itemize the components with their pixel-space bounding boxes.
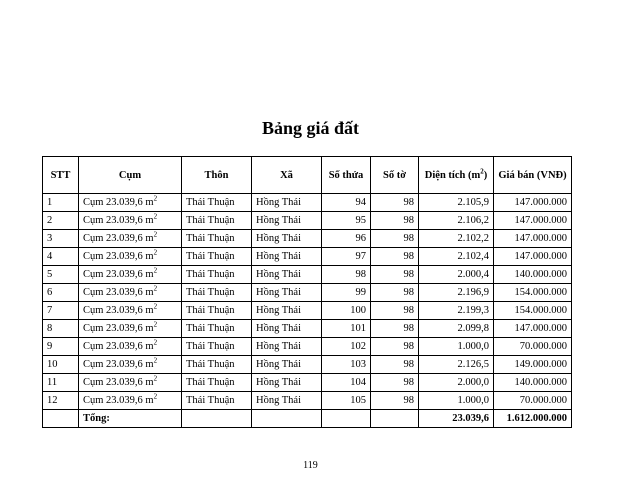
cell-stt-text: 10 bbox=[47, 359, 58, 370]
unit-superscript: 2 bbox=[153, 356, 158, 365]
cell-thon bbox=[182, 392, 252, 410]
col-header-stt: STT bbox=[43, 157, 79, 194]
cell-xa-text: Hồng Thái bbox=[256, 269, 302, 280]
cell-thon bbox=[182, 248, 252, 266]
cell-cum bbox=[79, 338, 182, 356]
table-row bbox=[43, 392, 572, 410]
cell-stt-text: 4 bbox=[47, 251, 53, 262]
cell-cum bbox=[79, 392, 182, 410]
cell-stt bbox=[43, 248, 79, 266]
cell-cum bbox=[79, 356, 182, 374]
cell-so-to-text: 98 bbox=[403, 197, 414, 208]
cell-dien-tich-text: 1.000,0 bbox=[457, 341, 489, 352]
col-header-dien-tich-close: ) bbox=[483, 169, 488, 181]
table-row bbox=[43, 338, 572, 356]
cell-cum bbox=[79, 230, 182, 248]
unit-superscript: 2 bbox=[480, 167, 484, 175]
page-number: 119 bbox=[303, 460, 318, 471]
cell-xa bbox=[252, 302, 322, 320]
cell-gia-ban-text: 147.000.000 bbox=[514, 197, 567, 208]
cell-stt-text: 9 bbox=[47, 341, 53, 352]
cell-cum-text: Cụm 23.039,6 m bbox=[83, 341, 154, 352]
total-empty-cell bbox=[182, 410, 252, 428]
cell-cum bbox=[79, 194, 182, 212]
cell-so-to bbox=[371, 374, 419, 392]
unit-superscript: 2 bbox=[153, 302, 158, 311]
table-row bbox=[43, 194, 572, 212]
cell-gia-ban bbox=[494, 356, 572, 374]
cell-so-thua-text: 101 bbox=[350, 323, 366, 334]
col-header-gia-ban: Giá bán (VNĐ) bbox=[494, 157, 572, 194]
cell-thon-text: Thái Thuận bbox=[186, 197, 235, 208]
cell-stt bbox=[43, 194, 79, 212]
table-row bbox=[43, 212, 572, 230]
unit-superscript: 2 bbox=[153, 194, 158, 203]
cell-thon-text: Thái Thuận bbox=[186, 395, 235, 406]
cell-cum-text: Cụm 23.039,6 m bbox=[83, 233, 154, 244]
cell-stt-text: 5 bbox=[47, 269, 53, 280]
cell-thon bbox=[182, 338, 252, 356]
cell-thon-text: Thái Thuận bbox=[186, 341, 235, 352]
cell-thon-text: Thái Thuận bbox=[186, 269, 235, 280]
cell-gia-ban bbox=[494, 392, 572, 410]
cell-stt bbox=[43, 374, 79, 392]
cell-stt-text: 7 bbox=[47, 305, 53, 316]
cell-xa-text: Hồng Thái bbox=[256, 215, 302, 226]
cell-gia-ban-text: 147.000.000 bbox=[514, 251, 567, 262]
cell-dien-tich-text: 2.126,5 bbox=[457, 359, 489, 370]
table-header-row bbox=[43, 157, 572, 194]
cell-cum bbox=[79, 302, 182, 320]
cell-dien-tich-text: 2.000,4 bbox=[457, 269, 489, 280]
cell-gia-ban bbox=[494, 338, 572, 356]
cell-dien-tich-text: 2.199,3 bbox=[457, 305, 489, 316]
cell-so-thua bbox=[322, 338, 371, 356]
cell-dien-tich-text: 2.105,9 bbox=[457, 197, 489, 208]
cell-so-to-text: 98 bbox=[403, 341, 414, 352]
cell-so-thua-text: 99 bbox=[355, 287, 366, 298]
cell-dien-tich-text: 1.000,0 bbox=[457, 395, 489, 406]
cell-cum bbox=[79, 212, 182, 230]
cell-cum bbox=[79, 248, 182, 266]
cell-stt bbox=[43, 230, 79, 248]
cell-gia-ban bbox=[494, 230, 572, 248]
cell-xa-text: Hồng Thái bbox=[256, 305, 302, 316]
cell-gia-ban-text: 70.000.000 bbox=[519, 395, 567, 406]
cell-gia-ban-text: 147.000.000 bbox=[514, 233, 567, 244]
cell-so-to bbox=[371, 392, 419, 410]
cell-xa-text: Hồng Thái bbox=[256, 323, 302, 334]
cell-xa-text: Hồng Thái bbox=[256, 233, 302, 244]
cell-so-to-text: 98 bbox=[403, 233, 414, 244]
cell-cum-text: Cụm 23.039,6 m bbox=[83, 197, 154, 208]
cell-gia-ban-text: 149.000.000 bbox=[514, 359, 567, 370]
cell-so-thua bbox=[322, 284, 371, 302]
cell-cum-text: Cụm 23.039,6 m bbox=[83, 377, 154, 388]
cell-thon bbox=[182, 230, 252, 248]
cell-stt-text: 12 bbox=[47, 395, 58, 406]
cell-thon bbox=[182, 374, 252, 392]
cell-thon bbox=[182, 212, 252, 230]
cell-dien-tich bbox=[419, 248, 494, 266]
cell-stt-text: 11 bbox=[47, 377, 58, 388]
cell-stt-text: 1 bbox=[47, 197, 53, 208]
unit-superscript: 2 bbox=[153, 212, 158, 221]
total-empty-cell bbox=[252, 410, 322, 428]
col-header-thon: Thôn bbox=[182, 157, 252, 194]
cell-so-to bbox=[371, 266, 419, 284]
cell-dien-tich bbox=[419, 374, 494, 392]
cell-thon bbox=[182, 302, 252, 320]
total-empty-cell bbox=[322, 410, 371, 428]
cell-gia-ban-text: 70.000.000 bbox=[519, 341, 567, 352]
unit-superscript: 2 bbox=[153, 266, 158, 275]
cell-xa-text: Hồng Thái bbox=[256, 287, 302, 298]
cell-so-thua-text: 100 bbox=[350, 305, 366, 316]
cell-xa-text: Hồng Thái bbox=[256, 341, 302, 352]
table-row bbox=[43, 284, 572, 302]
cell-cum-text: Cụm 23.039,6 m bbox=[83, 359, 154, 370]
cell-stt bbox=[43, 356, 79, 374]
total-empty-cell bbox=[43, 410, 79, 428]
col-header-xa: Xã bbox=[252, 157, 322, 194]
cell-dien-tich bbox=[419, 194, 494, 212]
cell-dien-tich-text: 2.102,4 bbox=[457, 251, 489, 262]
cell-stt bbox=[43, 338, 79, 356]
cell-cum-text: Cụm 23.039,6 m bbox=[83, 215, 154, 226]
cell-gia-ban bbox=[494, 266, 572, 284]
table-row bbox=[43, 302, 572, 320]
cell-dien-tich bbox=[419, 392, 494, 410]
col-header-cum: Cụm bbox=[79, 157, 182, 194]
cell-dien-tich bbox=[419, 338, 494, 356]
cell-thon bbox=[182, 320, 252, 338]
cell-so-thua-text: 98 bbox=[355, 269, 366, 280]
cell-cum-text: Cụm 23.039,6 m bbox=[83, 305, 154, 316]
cell-so-thua bbox=[322, 266, 371, 284]
cell-so-thua bbox=[322, 320, 371, 338]
cell-xa bbox=[252, 356, 322, 374]
table-row bbox=[43, 356, 572, 374]
cell-so-thua bbox=[322, 356, 371, 374]
cell-gia-ban-text: 154.000.000 bbox=[514, 287, 567, 298]
cell-dien-tich bbox=[419, 302, 494, 320]
cell-xa-text: Hồng Thái bbox=[256, 395, 302, 406]
cell-so-to bbox=[371, 338, 419, 356]
cell-so-to-text: 98 bbox=[403, 251, 414, 262]
cell-cum bbox=[79, 320, 182, 338]
cell-xa bbox=[252, 392, 322, 410]
cell-so-thua-text: 95 bbox=[355, 215, 366, 226]
cell-thon-text: Thái Thuận bbox=[186, 251, 235, 262]
cell-cum-text: Cụm 23.039,6 m bbox=[83, 251, 154, 262]
cell-xa bbox=[252, 266, 322, 284]
cell-stt bbox=[43, 320, 79, 338]
cell-cum-text: Cụm 23.039,6 m bbox=[83, 395, 154, 406]
cell-so-to-text: 98 bbox=[403, 305, 414, 316]
cell-gia-ban bbox=[494, 320, 572, 338]
unit-superscript: 2 bbox=[153, 374, 158, 383]
cell-thon-text: Thái Thuận bbox=[186, 377, 235, 388]
cell-dien-tich bbox=[419, 212, 494, 230]
cell-so-to-text: 98 bbox=[403, 323, 414, 334]
cell-xa bbox=[252, 374, 322, 392]
cell-cum-text: Cụm 23.039,6 m bbox=[83, 269, 154, 280]
cell-xa bbox=[252, 320, 322, 338]
col-header-so-to: Số tờ bbox=[371, 157, 419, 194]
cell-xa bbox=[252, 248, 322, 266]
cell-gia-ban-text: 147.000.000 bbox=[514, 215, 567, 226]
cell-gia-ban bbox=[494, 374, 572, 392]
cell-dien-tich bbox=[419, 284, 494, 302]
cell-xa bbox=[252, 284, 322, 302]
cell-so-thua bbox=[322, 194, 371, 212]
unit-superscript: 2 bbox=[153, 320, 158, 329]
land-price-table bbox=[42, 156, 572, 428]
cell-gia-ban-text: 147.000.000 bbox=[514, 323, 567, 334]
cell-gia-ban-text: 154.000.000 bbox=[514, 305, 567, 316]
cell-xa-text: Hồng Thái bbox=[256, 377, 302, 388]
cell-gia-ban-text: 140.000.000 bbox=[514, 269, 567, 280]
cell-dien-tich-text: 2.099,8 bbox=[457, 323, 489, 334]
cell-so-to-text: 98 bbox=[403, 395, 414, 406]
cell-so-to bbox=[371, 194, 419, 212]
cell-thon bbox=[182, 356, 252, 374]
cell-stt-text: 2 bbox=[47, 215, 53, 226]
unit-superscript: 2 bbox=[153, 338, 158, 347]
cell-cum bbox=[79, 374, 182, 392]
col-header-dien-tich-text: Diện tích (m bbox=[424, 169, 481, 181]
cell-gia-ban bbox=[494, 212, 572, 230]
cell-xa-text: Hồng Thái bbox=[256, 359, 302, 370]
cell-xa bbox=[252, 338, 322, 356]
cell-so-to bbox=[371, 284, 419, 302]
cell-thon-text: Thái Thuận bbox=[186, 215, 235, 226]
cell-so-to bbox=[371, 248, 419, 266]
cell-cum-text: Cụm 23.039,6 m bbox=[83, 323, 154, 334]
cell-cum-text: Cụm 23.039,6 m bbox=[83, 287, 154, 298]
cell-so-to bbox=[371, 356, 419, 374]
cell-stt bbox=[43, 392, 79, 410]
total-row bbox=[43, 410, 572, 428]
cell-cum bbox=[79, 284, 182, 302]
cell-dien-tich bbox=[419, 266, 494, 284]
cell-so-thua-text: 97 bbox=[355, 251, 366, 262]
unit-superscript: 2 bbox=[153, 284, 158, 293]
cell-dien-tich bbox=[419, 356, 494, 374]
cell-gia-ban bbox=[494, 194, 572, 212]
cell-so-thua bbox=[322, 230, 371, 248]
cell-dien-tich-text: 2.000,0 bbox=[457, 377, 489, 388]
cell-dien-tich-text: 2.102,2 bbox=[457, 233, 489, 244]
cell-stt bbox=[43, 266, 79, 284]
cell-stt-text: 8 bbox=[47, 323, 53, 334]
cell-so-to bbox=[371, 302, 419, 320]
cell-xa bbox=[252, 194, 322, 212]
unit-superscript: 2 bbox=[153, 392, 158, 401]
cell-dien-tich bbox=[419, 320, 494, 338]
cell-thon bbox=[182, 266, 252, 284]
cell-xa bbox=[252, 212, 322, 230]
cell-stt bbox=[43, 212, 79, 230]
cell-thon-text: Thái Thuận bbox=[186, 305, 235, 316]
table-row bbox=[43, 374, 572, 392]
cell-thon bbox=[182, 194, 252, 212]
cell-so-to bbox=[371, 320, 419, 338]
cell-so-thua-text: 96 bbox=[355, 233, 366, 244]
cell-so-to-text: 98 bbox=[403, 287, 414, 298]
cell-so-thua bbox=[322, 302, 371, 320]
unit-superscript: 2 bbox=[153, 230, 158, 239]
cell-so-thua bbox=[322, 374, 371, 392]
cell-thon-text: Thái Thuận bbox=[186, 323, 235, 334]
table-row bbox=[43, 266, 572, 284]
total-empty-cell bbox=[371, 410, 419, 428]
cell-so-to-text: 98 bbox=[403, 359, 414, 370]
total-area: 23.039,6 bbox=[419, 410, 494, 428]
cell-thon-text: Thái Thuận bbox=[186, 359, 235, 370]
cell-gia-ban-text: 140.000.000 bbox=[514, 377, 567, 388]
cell-dien-tich-text: 2.196,9 bbox=[457, 287, 489, 298]
cell-gia-ban bbox=[494, 302, 572, 320]
cell-so-thua-text: 105 bbox=[350, 395, 366, 406]
total-price: 1.612.000.000 bbox=[494, 410, 572, 428]
cell-thon-text: Thái Thuận bbox=[186, 233, 235, 244]
cell-stt-text: 3 bbox=[47, 233, 53, 244]
cell-so-to bbox=[371, 212, 419, 230]
cell-so-thua bbox=[322, 212, 371, 230]
cell-dien-tich-text: 2.106,2 bbox=[457, 215, 489, 226]
cell-so-thua-text: 104 bbox=[350, 377, 366, 388]
cell-so-to-text: 98 bbox=[403, 215, 414, 226]
cell-thon bbox=[182, 284, 252, 302]
cell-so-to bbox=[371, 230, 419, 248]
cell-so-to-text: 98 bbox=[403, 377, 414, 388]
table-row bbox=[43, 248, 572, 266]
cell-stt-text: 6 bbox=[47, 287, 53, 298]
cell-gia-ban bbox=[494, 284, 572, 302]
col-header-dien-tich bbox=[419, 157, 494, 194]
cell-xa-text: Hồng Thái bbox=[256, 197, 302, 208]
cell-so-thua bbox=[322, 392, 371, 410]
cell-so-thua-text: 94 bbox=[355, 197, 366, 208]
cell-stt bbox=[43, 284, 79, 302]
cell-stt bbox=[43, 302, 79, 320]
table-row bbox=[43, 230, 572, 248]
unit-superscript: 2 bbox=[153, 248, 158, 257]
cell-xa-text: Hồng Thái bbox=[256, 251, 302, 262]
cell-gia-ban bbox=[494, 248, 572, 266]
col-header-so-thua: Số thửa bbox=[322, 157, 371, 194]
cell-xa bbox=[252, 230, 322, 248]
cell-so-thua-text: 102 bbox=[350, 341, 366, 352]
cell-so-thua bbox=[322, 248, 371, 266]
table-row bbox=[43, 320, 572, 338]
cell-thon-text: Thái Thuận bbox=[186, 287, 235, 298]
cell-dien-tich bbox=[419, 230, 494, 248]
cell-so-to-text: 98 bbox=[403, 269, 414, 280]
page-title: Bảng giá đất bbox=[261, 118, 360, 138]
cell-so-thua-text: 103 bbox=[350, 359, 366, 370]
total-label: Tổng: bbox=[79, 410, 182, 428]
cell-cum bbox=[79, 266, 182, 284]
